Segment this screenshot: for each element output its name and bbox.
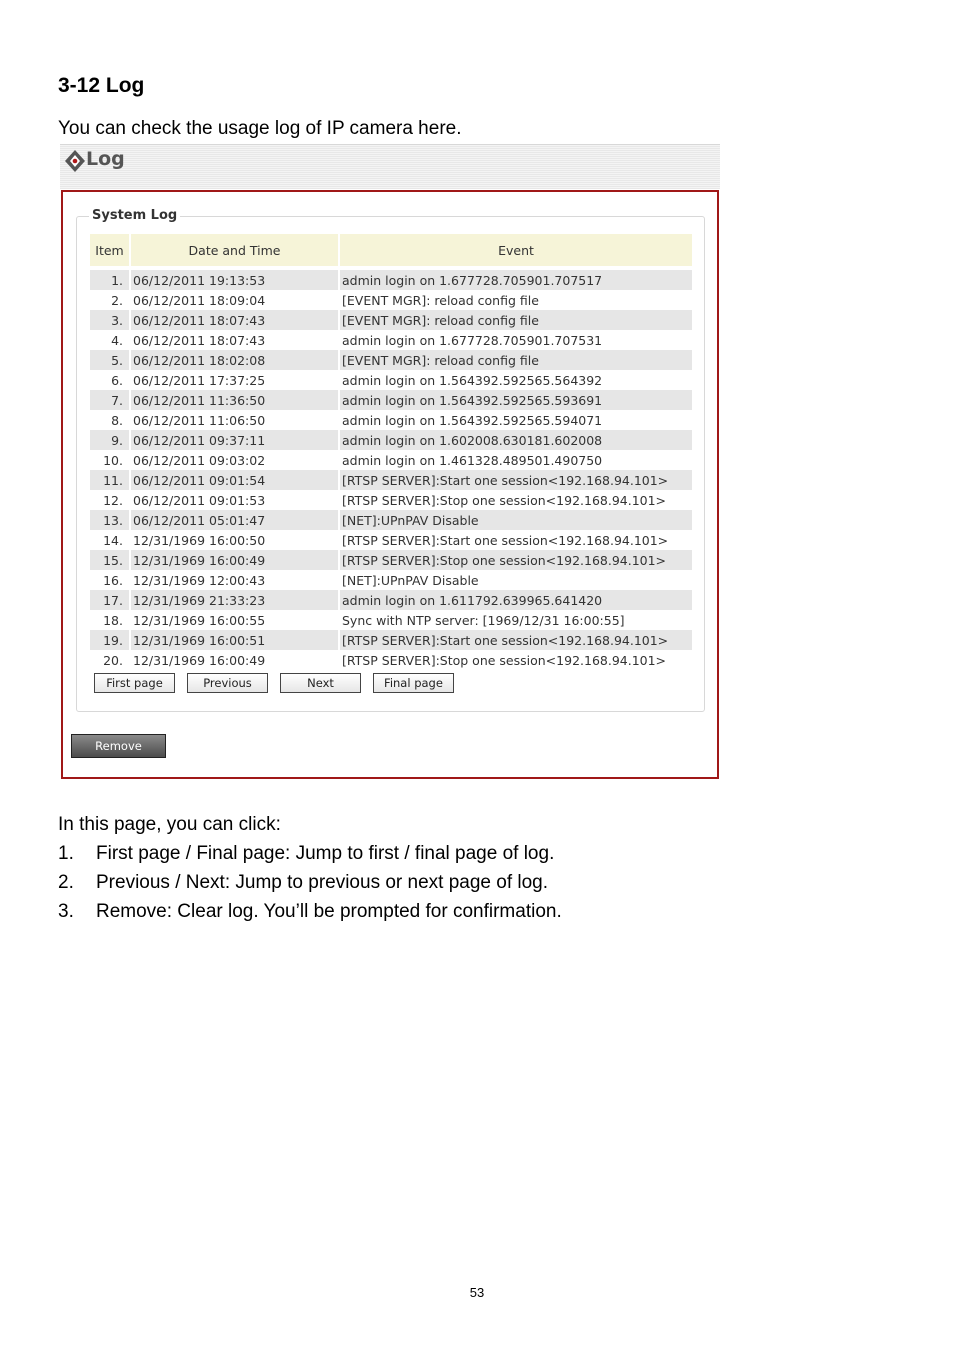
group-title: System Log [89, 208, 180, 223]
table-row [90, 370, 692, 390]
row-date-cell: 06/12/2011 18:02:08 [131, 350, 340, 370]
row-item-cell: 17. [90, 590, 131, 610]
row-date-cell: 12/31/1969 16:00:50 [131, 530, 340, 550]
log-rows [90, 270, 692, 670]
log-table [90, 234, 692, 670]
table-row [90, 350, 692, 370]
previous-button[interactable]: Previous [187, 673, 268, 693]
row-event-cell: Sync with NTP server: [1969/12/31 16:00:55] [340, 610, 692, 630]
table-row [90, 270, 692, 290]
row-event-cell: admin login on 1.461328.489501.490750 [340, 450, 692, 470]
table-row [90, 630, 692, 650]
list-text: Remove: Clear log. You’ll be prompted for confirmation. [96, 901, 562, 922]
first-page-button[interactable]: First page [94, 673, 175, 693]
panel-title: Log [86, 148, 125, 170]
table-row [90, 430, 692, 450]
table-row [90, 510, 692, 530]
list-number: 1. [58, 843, 74, 864]
row-event-cell: [EVENT MGR]: reload config file [340, 290, 692, 310]
row-date-cell: 06/12/2011 18:07:43 [131, 310, 340, 330]
row-item-cell: 13. [90, 510, 131, 530]
table-row [90, 610, 692, 630]
final-page-button[interactable]: Final page [373, 673, 454, 693]
row-date-cell: 06/12/2011 19:13:53 [131, 270, 340, 290]
row-date-cell: 12/31/1969 16:00:55 [131, 610, 340, 630]
row-item-cell: 6. [90, 370, 131, 390]
row-event-cell: admin login on 1.564392.592565.564392 [340, 370, 692, 390]
row-event-cell: [NET]:UPnPAV Disable [340, 510, 692, 530]
table-row [90, 330, 692, 350]
row-event-cell: [RTSP SERVER]:Stop one session<192.168.94.101> [340, 550, 692, 570]
row-event-cell: [RTSP SERVER]:Start one session<192.168.94.101> [340, 530, 692, 550]
row-item-cell: 5. [90, 350, 131, 370]
row-item-cell: 18. [90, 610, 131, 630]
row-event-cell: [EVENT MGR]: reload config file [340, 310, 692, 330]
table-row [90, 650, 692, 670]
row-date-cell: 06/12/2011 17:37:25 [131, 370, 340, 390]
remove-button[interactable]: Remove [71, 734, 166, 758]
list-item [58, 897, 562, 926]
list-item [58, 839, 562, 868]
row-event-cell: [RTSP SERVER]:Start one session<192.168.94.101> [340, 630, 692, 650]
row-date-cell: 12/31/1969 16:00:51 [131, 630, 340, 650]
row-date-cell: 06/12/2011 09:37:11 [131, 430, 340, 450]
row-item-cell: 14. [90, 530, 131, 550]
row-date-cell: 06/12/2011 18:07:43 [131, 330, 340, 350]
row-date-cell: 06/12/2011 11:06:50 [131, 410, 340, 430]
table-row [90, 290, 692, 310]
column-header-event: Event [340, 234, 692, 266]
table-row [90, 530, 692, 550]
list-number: 3. [58, 901, 74, 922]
row-item-cell: 4. [90, 330, 131, 350]
row-event-cell: admin login on 1.677728.705901.707517 [340, 270, 692, 290]
column-header-date: Date and Time [131, 234, 340, 266]
row-item-cell: 2. [90, 290, 131, 310]
intro-text: You can check the usage log of IP camera here. [58, 118, 462, 139]
row-event-cell: [EVENT MGR]: reload config file [340, 350, 692, 370]
instructions-lead: In this page, you can click: [58, 814, 281, 835]
row-event-cell: admin login on 1.564392.592565.594071 [340, 410, 692, 430]
table-row [90, 590, 692, 610]
row-item-cell: 8. [90, 410, 131, 430]
row-item-cell: 15. [90, 550, 131, 570]
row-date-cell: 12/31/1969 16:00:49 [131, 650, 340, 670]
row-event-cell: admin login on 1.611792.639965.641420 [340, 590, 692, 610]
row-item-cell: 19. [90, 630, 131, 650]
table-row [90, 310, 692, 330]
row-date-cell: 06/12/2011 05:01:47 [131, 510, 340, 530]
row-event-cell: [NET]:UPnPAV Disable [340, 570, 692, 590]
row-date-cell: 06/12/2011 11:36:50 [131, 390, 340, 410]
system-log-group [76, 208, 705, 712]
row-event-cell: [RTSP SERVER]:Start one session<192.168.94.101> [340, 470, 692, 490]
table-row [90, 570, 692, 590]
row-event-cell: [RTSP SERVER]:Stop one session<192.168.94.101> [340, 650, 692, 670]
next-button[interactable]: Next [280, 673, 361, 693]
row-item-cell: 16. [90, 570, 131, 590]
log-panel [61, 190, 719, 779]
list-number: 2. [58, 872, 74, 893]
row-date-cell: 06/12/2011 18:09:04 [131, 290, 340, 310]
table-row [90, 470, 692, 490]
list-text: First page / Final page: Jump to first / final page of log. [96, 843, 555, 864]
row-date-cell: 06/12/2011 09:01:53 [131, 490, 340, 510]
table-row [90, 490, 692, 510]
row-item-cell: 1. [90, 270, 131, 290]
row-date-cell: 12/31/1969 16:00:49 [131, 550, 340, 570]
row-item-cell: 3. [90, 310, 131, 330]
camera-logo-icon [64, 149, 86, 173]
row-date-cell: 12/31/1969 21:33:23 [131, 590, 340, 610]
list-text: Previous / Next: Jump to previous or next page of log. [96, 872, 549, 893]
table-row [90, 550, 692, 570]
column-header-item: Item [90, 234, 131, 266]
row-item-cell: 12. [90, 490, 131, 510]
list-item [58, 868, 562, 897]
row-event-cell: admin login on 1.677728.705901.707531 [340, 330, 692, 350]
row-item-cell: 9. [90, 430, 131, 450]
table-row [90, 410, 692, 430]
row-event-cell: admin login on 1.564392.592565.593691 [340, 390, 692, 410]
row-event-cell: [RTSP SERVER]:Stop one session<192.168.94.101> [340, 490, 692, 510]
row-date-cell: 06/12/2011 09:01:54 [131, 470, 340, 490]
row-date-cell: 06/12/2011 09:03:02 [131, 450, 340, 470]
instructions [58, 810, 562, 926]
row-item-cell: 10. [90, 450, 131, 470]
row-item-cell: 20. [90, 650, 131, 670]
table-row [90, 450, 692, 470]
row-event-cell: admin login on 1.602008.630181.602008 [340, 430, 692, 450]
row-item-cell: 11. [90, 470, 131, 490]
panel-header [60, 144, 720, 189]
table-row [90, 390, 692, 410]
section-heading: 3-12 Log [58, 74, 145, 97]
row-date-cell: 12/31/1969 12:00:43 [131, 570, 340, 590]
row-item-cell: 7. [90, 390, 131, 410]
page-number: 53 [469, 1285, 485, 1300]
